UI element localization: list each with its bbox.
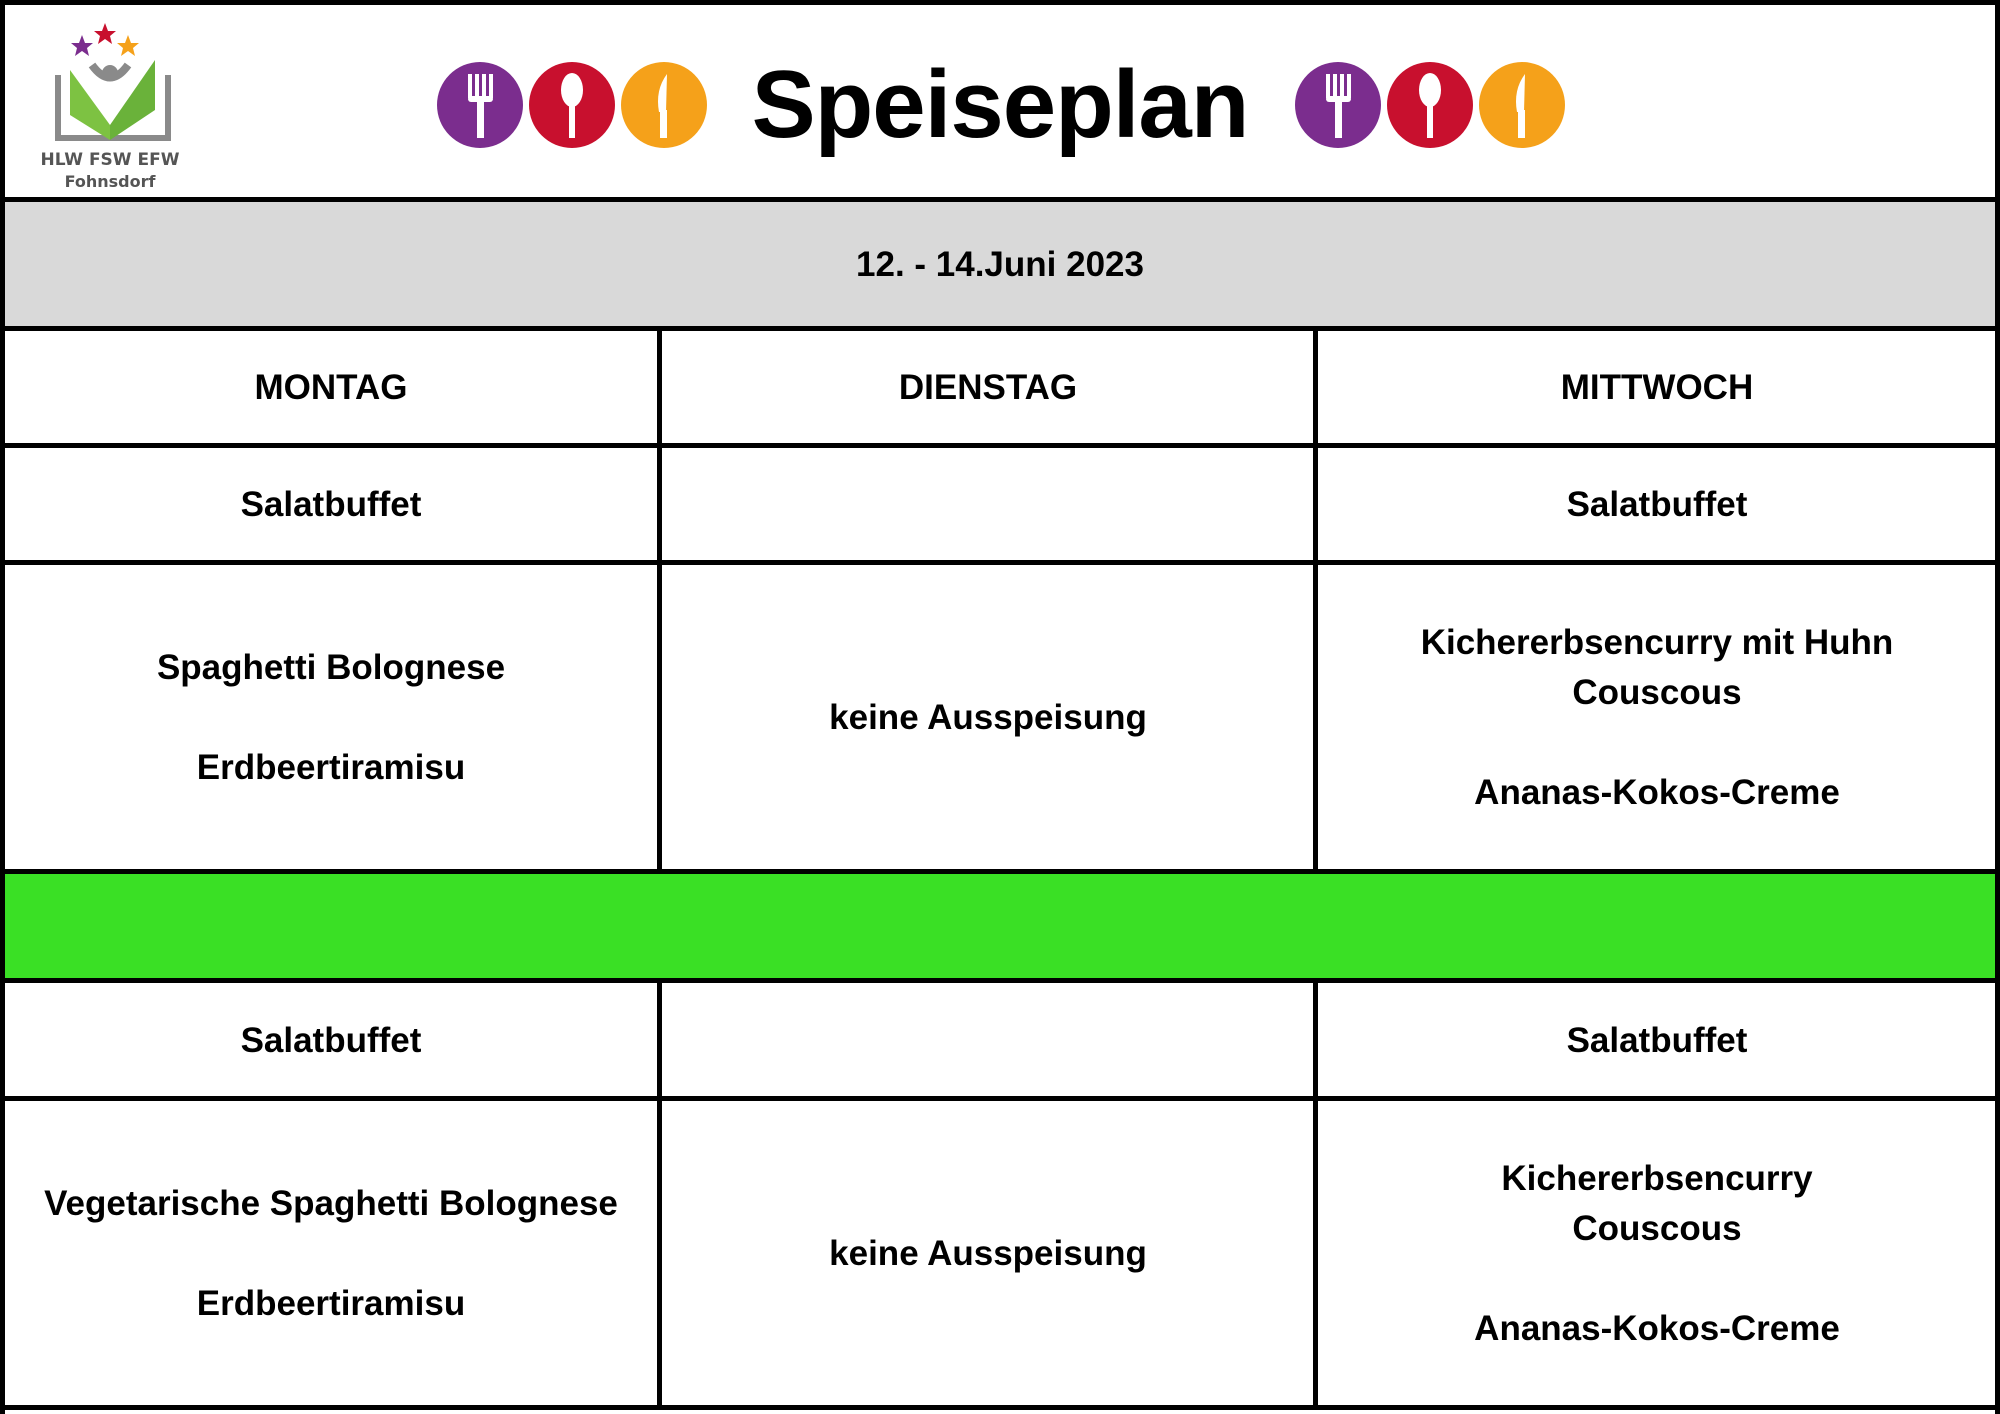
salad-montag-1: Salatbuffet (240, 484, 422, 524)
column-divider (657, 326, 662, 874)
menu1-mittwoch (1319, 565, 1995, 870)
table-border (0, 978, 2000, 983)
column-divider (1313, 978, 1318, 1410)
table-border (0, 1405, 2000, 1410)
menu2-mittwoch (1319, 1101, 1995, 1406)
table-border (0, 869, 2000, 874)
table-border (0, 1096, 2000, 1101)
logo-line1: HLW FSW EFW (40, 150, 180, 170)
menu2-dienstag (662, 1101, 1314, 1406)
menu2-montag (5, 1101, 657, 1406)
salad-dienstag-1 (662, 447, 1314, 562)
logo-line2: Fohnsdorf (64, 172, 156, 191)
menu1-montag (5, 565, 657, 870)
table-border (1995, 0, 2000, 1414)
no-meal-note: keine Ausspeisung (829, 697, 1147, 737)
star-icon (71, 35, 93, 56)
day-header-mittwoch: MITTWOCH (1560, 367, 1754, 407)
main-dish: Vegetarische Spaghetti Bolognese (44, 1183, 618, 1223)
column-divider (657, 978, 662, 1410)
no-meal-note: keine Ausspeisung (829, 1233, 1147, 1273)
table-border (0, 0, 2000, 5)
page-title: Speiseplan (751, 51, 1249, 158)
dessert: Ananas-Kokos-Creme (1474, 1308, 1840, 1348)
cutlery-icons-right (1293, 60, 1573, 150)
table-border (0, 560, 2000, 565)
star-icon (117, 35, 139, 56)
cutlery-icons-left (435, 60, 715, 150)
menu1-dienstag (662, 565, 1314, 870)
main-dish: Kichererbsencurry (1501, 1158, 1813, 1198)
green-separator-band (0, 873, 2000, 980)
date-range: 12. - 14.Juni 2023 (856, 245, 1144, 284)
column-divider (1313, 326, 1318, 874)
dessert: Erdbeertiramisu (196, 1283, 466, 1323)
salad-mittwoch-1: Salatbuffet (1566, 484, 1748, 524)
table-border (0, 0, 5, 1414)
day-header-montag: MONTAG (254, 367, 408, 407)
main-dish: Spaghetti Bolognese (156, 647, 506, 687)
salad-dienstag-2 (662, 983, 1314, 1098)
salad-montag-2: Salatbuffet (240, 1020, 422, 1060)
day-header-dienstag: DIENSTAG (898, 367, 1078, 407)
salad-mittwoch-2: Salatbuffet (1566, 1020, 1748, 1060)
star-icon (94, 23, 116, 44)
side-dish: Couscous (1572, 1208, 1742, 1248)
main-dish: Kichererbsencurry mit Huhn (1420, 622, 1894, 662)
dessert: Erdbeertiramisu (196, 747, 466, 787)
table-border (0, 443, 2000, 448)
side-dish: Couscous (1572, 672, 1742, 712)
table-border (0, 197, 2000, 202)
table-border (0, 326, 2000, 331)
dessert: Ananas-Kokos-Creme (1474, 772, 1840, 812)
